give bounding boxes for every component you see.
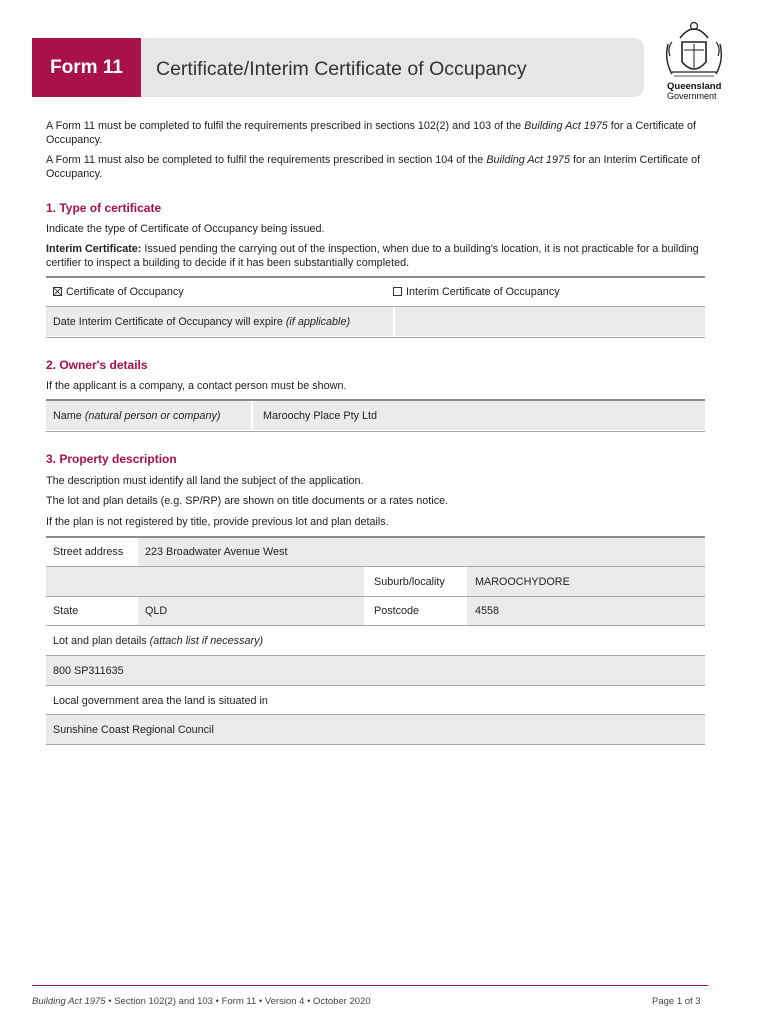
divider [46,625,705,626]
divider [46,744,705,745]
section-1-instruction: Indicate the type of Certificate of Occupancy being issued. [46,223,325,235]
interim-definition: Interim Certificate: Issued pending the carrying out of the inspection, when due to a building's location, it is not practicable for a building certifier to inspect a building to decide if it has been substantially completed. [46,243,699,269]
checkbox-interim-certificate[interactable]: Interim Certificate of Occupancy [393,286,560,298]
lot-plan-value: 800 SP311635 [53,665,124,677]
owner-name-value: Maroochy Place Pty Ltd [263,410,378,422]
section-3-line-2: The lot and plan details (e.g. SP/RP) are shown on title documents or a rates notice. [46,495,449,507]
postcode-field[interactable] [467,597,705,625]
street-address-label: Street address [53,546,124,558]
lga-label: Local government area the land is situated in [53,695,268,707]
intro-paragraph-1: A Form 11 must be completed to fulfil the requirements prescribed in sections 102(2) and 103 of the Building Act 1975 for a Certificate of Occupancy. [46,120,696,146]
logo-word-queensland: Queensland [667,81,722,92]
section-1-heading: 1. Type of certificate [46,201,162,215]
postcode-label: Postcode [374,605,420,617]
divider [46,337,705,338]
section-2-heading: 2. Owner's details [46,358,148,372]
page-title: Certificate/Interim Certificate of Occupancy [156,58,527,80]
lot-plan-field[interactable] [46,656,705,685]
page-number: Page 1 of 3 [652,996,701,1007]
suburb-value: MAROOCHYDORE [475,576,570,588]
divider [46,685,705,686]
section-2-instruction: If the applicant is a company, a contact person must be shown. [46,380,347,392]
intro-paragraph-2: A Form 11 must also be completed to fulfil the requirements prescribed in section 104 of the Building Act 1975 for an Interim Certificate of Occupancy. [46,154,701,180]
lga-value: Sunshine Coast Regional Council [53,724,214,736]
street-address-line-2-field[interactable] [46,567,364,596]
expire-date-field[interactable] [395,307,705,336]
footer-reference: Building Act 1975 • Section 102(2) and 103 • Form 11 • Version 4 • October 2020 [32,996,371,1007]
street-address-value: 223 Broadwater Avenue West [145,546,288,558]
section-3-heading: 3. Property description [46,452,177,466]
section-3-line-1: The description must identify all land the subject of the application. [46,475,364,487]
divider [46,276,705,278]
divider [46,431,705,432]
section-3-line-3: If the plan is not registered by title, provide previous lot and plan details. [46,516,389,528]
empty-box-icon [393,287,402,296]
checked-box-icon [53,287,62,296]
footer-rule [32,985,708,986]
postcode-value: 4558 [475,605,500,617]
state-label: State [53,605,79,617]
form-number-tag: Form 11 [32,38,141,97]
logo-word-government: Government [667,91,717,101]
checkbox-certificate-of-occupancy[interactable]: Certificate of Occupancy [53,286,184,298]
suburb-label: Suburb/locality [374,576,445,588]
expire-date-label: Date Interim Certificate of Occupancy will expire (if applicable) [53,316,351,328]
lot-plan-label: Lot and plan details (attach list if necessary) [53,635,264,647]
state-field[interactable] [138,597,364,625]
state-value: QLD [145,605,168,617]
owner-name-label: Name (natural person or company) [53,410,221,422]
